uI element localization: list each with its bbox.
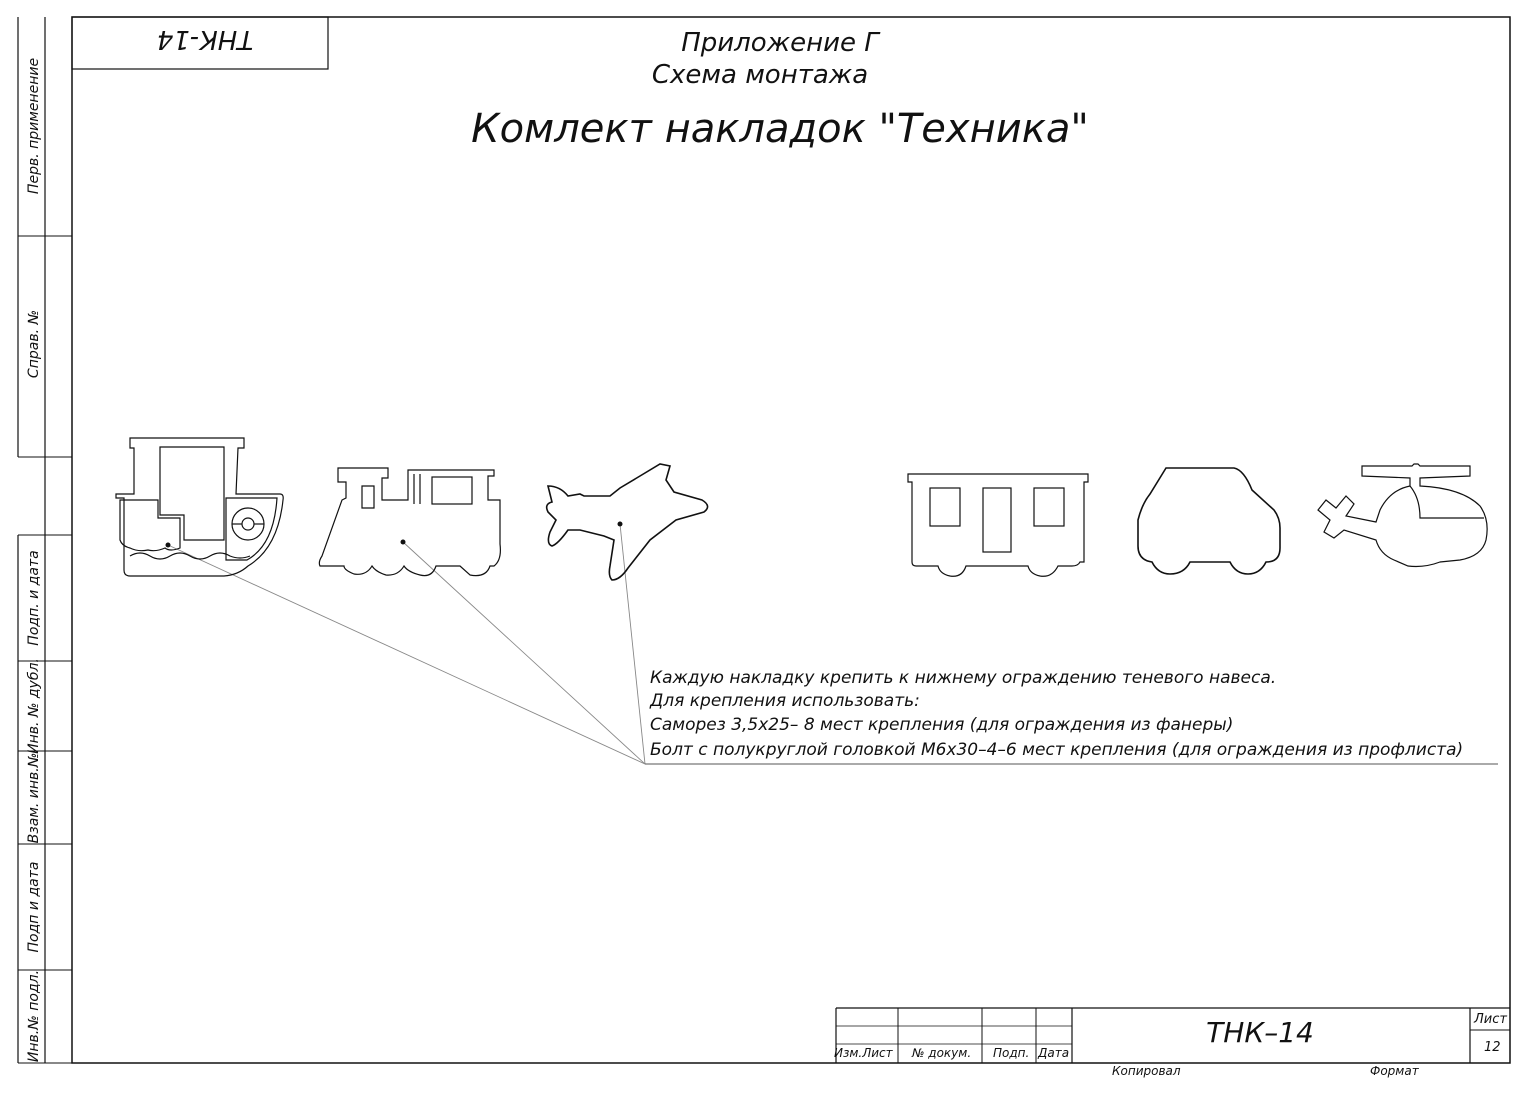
tb-kopiroval: Копировал — [1112, 1064, 1181, 1078]
boat-figure — [116, 438, 283, 576]
note-line-3: Саморез 3,5х25– 8 мест крепления (для ограждения из фанеры) — [650, 715, 1234, 735]
tb-no-dokum: № докум. — [912, 1046, 972, 1060]
side-label-podp-i-data-1: Подп. и дата — [26, 550, 42, 646]
helicopter-figure — [1318, 464, 1487, 567]
tb-podp: Подп. — [993, 1046, 1030, 1060]
note-line-4: Болт с полукруглой головкой М6х30–4–6 мест крепления (для ограждения из профлиста) — [650, 740, 1464, 760]
side-label-inv-no-dubl: Инв. № дубл. — [26, 658, 42, 754]
airplane-figure — [547, 464, 708, 580]
tb-format: Формат — [1370, 1064, 1419, 1078]
tb-list-number: 12 — [1484, 1040, 1501, 1055]
scheme-label: Схема монтажа — [651, 60, 869, 90]
tb-izm-list: Изм.Лист — [834, 1046, 893, 1060]
train-figure — [319, 468, 500, 576]
tb-data: Дата — [1038, 1046, 1070, 1060]
tb-list-label: Лист — [1474, 1012, 1507, 1027]
note-line-2: Для крепления использовать: — [650, 691, 920, 711]
car-figure — [1138, 468, 1280, 574]
tb-designation: ТНК–14 — [1206, 1016, 1314, 1049]
side-label-sprav-no: Справ. № — [26, 309, 42, 379]
side-label-inv-no-podl: Инв.№ подл. — [26, 969, 42, 1063]
page-title: Комлект накладок "Техника" — [471, 106, 1089, 152]
side-label-podp-i-data-2: Подп и дата — [26, 861, 42, 953]
side-label-perv-primenenie: Перв. применение — [26, 57, 42, 195]
side-label-vzam-inv-no: Взам. инв.№ — [26, 752, 42, 844]
note-line-1: Каждую накладку крепить к нижнему ограждению теневого навеса. — [650, 668, 1277, 688]
appendix-label: Приложение Г — [681, 28, 879, 58]
stamp-code: ТНК-14 — [156, 24, 254, 54]
wagon-figure — [908, 474, 1088, 576]
